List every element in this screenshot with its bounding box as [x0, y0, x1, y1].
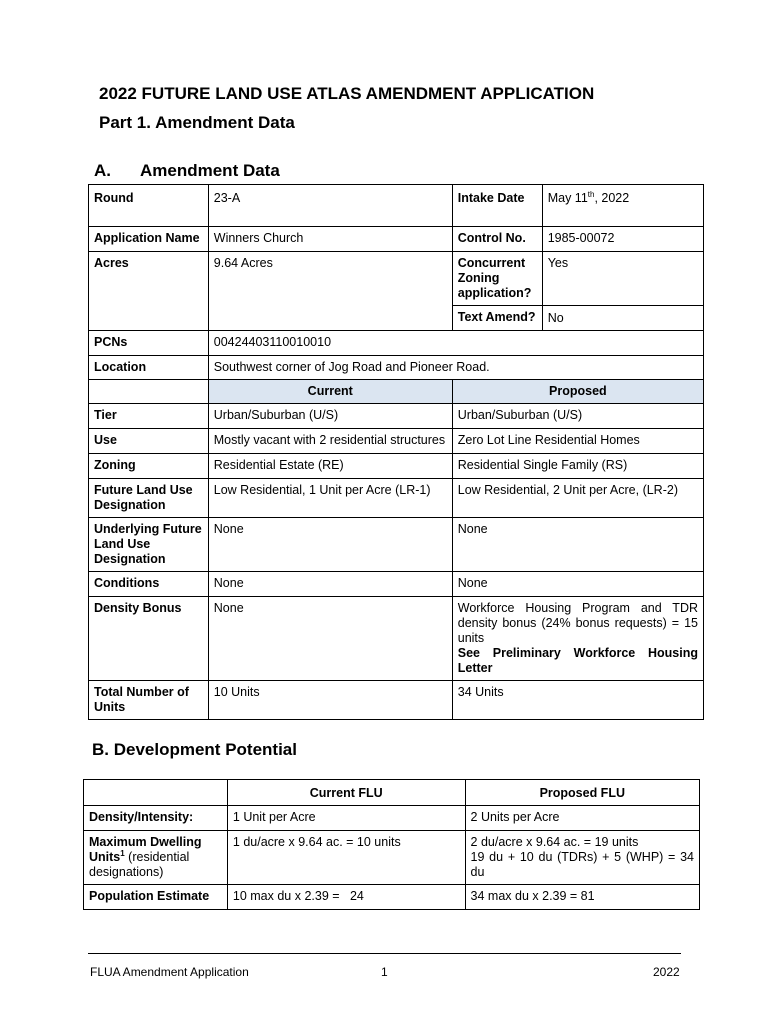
table-row — [89, 454, 704, 479]
table-row — [89, 331, 704, 356]
header-blank-cell — [89, 380, 209, 404]
proposed-flu-header: Proposed FLU — [465, 780, 699, 806]
row-label: Tier — [89, 404, 209, 429]
location-value: Southwest corner of Jog Road and Pioneer Road. — [208, 356, 703, 380]
page-number: 1 — [381, 965, 388, 979]
row-current-value: Mostly vacant with 2 residential structures — [208, 429, 452, 454]
development-potential-table — [83, 779, 700, 910]
row-proposed-value: None — [452, 518, 703, 572]
section-b-title: B. Development Potential — [92, 740, 297, 759]
row-label: Underlying Future Land Use Designation — [89, 518, 209, 572]
row-label: Zoning — [89, 454, 209, 479]
total-units-proposed: 34 Units — [452, 681, 703, 720]
table-row — [84, 831, 700, 885]
table-row — [89, 597, 704, 681]
section-a-title: Amendment Data — [140, 161, 280, 180]
row-label: Future Land Use Designation — [89, 479, 209, 518]
density-bonus-current: None — [208, 597, 452, 681]
table-row — [89, 572, 704, 597]
table-row — [84, 780, 700, 806]
header-blank-cell — [84, 780, 228, 806]
control-no-value: 1985-00072 — [542, 227, 703, 252]
row-proposed-value: Zero Lot Line Residential Homes — [452, 429, 703, 454]
max-dwelling-units-label: Maximum Dwelling Units$^1$ (residential designations) — [84, 831, 228, 885]
table-row — [89, 227, 704, 252]
table-row — [89, 681, 704, 720]
footer-divider — [88, 953, 681, 954]
density-bonus-label: Density Bonus — [89, 597, 209, 681]
row-current-value: None — [208, 572, 452, 597]
document-subtitle: Part 1. Amendment Data — [99, 113, 295, 132]
table-row — [84, 885, 700, 910]
current-column-header: Current — [208, 380, 452, 404]
row-proposed-value: Low Residential, 2 Unit per Acre, (LR-2) — [452, 479, 703, 518]
table-row — [84, 806, 700, 831]
table-row — [89, 356, 704, 380]
pcns-label: PCNs — [89, 331, 209, 356]
population-estimate-label: Population Estimate — [84, 885, 228, 910]
total-units-current: 10 Units — [208, 681, 452, 720]
density-bonus-proposed-note: See Preliminary Workforce Housing Letter — [457, 646, 698, 675]
row-current-value: Residential Estate (RE) — [208, 454, 452, 479]
footer-year: 2022 — [653, 965, 680, 979]
concurrent-zoning-label: Concurrent Zoning application? — [452, 252, 542, 306]
proposed-column-header: Proposed — [452, 380, 703, 404]
document-title: 2022 FUTURE LAND USE ATLAS AMENDMENT APPLICATION — [99, 84, 595, 103]
application-name-label: Application Name — [89, 227, 209, 252]
acres-value: 9.64 Acres — [208, 252, 452, 331]
text-amend-label: Text Amend? — [452, 306, 542, 331]
intake-date-value: May 11th, 2022 — [542, 185, 703, 227]
density-bonus-proposed — [452, 597, 703, 681]
round-label: Round — [89, 185, 209, 227]
max-dwelling-proposed-line2: 19 du + 10 du (TDRs) + 5 (WHP) = 34 du — [470, 850, 694, 879]
table-row — [89, 185, 704, 227]
max-dwelling-units-proposed — [465, 831, 699, 885]
pcns-value: 00424403110010010 — [208, 331, 703, 356]
footer-left-text: FLUA Amendment Application — [90, 965, 249, 979]
application-name-value: Winners Church — [208, 227, 452, 252]
text-amend-value: No — [542, 306, 703, 331]
table-row — [89, 404, 704, 429]
concurrent-zoning-value: Yes — [542, 252, 703, 306]
round-value: 23-A — [208, 185, 452, 227]
acres-label: Acres — [89, 252, 209, 331]
location-label: Location — [89, 356, 209, 380]
row-current-value: Low Residential, 1 Unit per Acre (LR-1) — [208, 479, 452, 518]
row-current-value: Urban/Suburban (U/S) — [208, 404, 452, 429]
total-units-label: Total Number of Units — [89, 681, 209, 720]
density-intensity-label: Density/Intensity: — [84, 806, 228, 831]
row-label: Use — [89, 429, 209, 454]
max-dwelling-proposed-line1: 2 du/acre x 9.64 ac. = 19 units — [470, 835, 639, 849]
density-intensity-current: 1 Unit per Acre — [227, 806, 465, 831]
density-intensity-proposed: 2 Units per Acre — [465, 806, 699, 831]
table-row — [89, 518, 704, 572]
intake-date-label: Intake Date — [452, 185, 542, 227]
row-label: Conditions — [89, 572, 209, 597]
table-row — [89, 479, 704, 518]
current-flu-header: Current FLU — [227, 780, 465, 806]
population-estimate-proposed: 34 max du x 2.39 = 81 — [465, 885, 699, 910]
control-no-label: Control No. — [452, 227, 542, 252]
section-a-letter: A. — [94, 161, 111, 180]
population-estimate-current: 10 max du x 2.39 = 24 — [227, 885, 465, 910]
table-row — [89, 380, 704, 404]
density-bonus-proposed-text: Workforce Housing Program and TDR density bonus (24% bonus requests) = 15 units — [457, 601, 698, 645]
max-dwelling-units-current: 1 du/acre x 9.64 ac. = 10 units — [227, 831, 465, 885]
row-proposed-value: Urban/Suburban (U/S) — [452, 404, 703, 429]
table-row — [89, 429, 704, 454]
row-proposed-value: Residential Single Family (RS) — [452, 454, 703, 479]
table-row — [89, 252, 704, 306]
amendment-data-table — [88, 184, 704, 720]
row-proposed-value: None — [452, 572, 703, 597]
row-current-value: None — [208, 518, 452, 572]
